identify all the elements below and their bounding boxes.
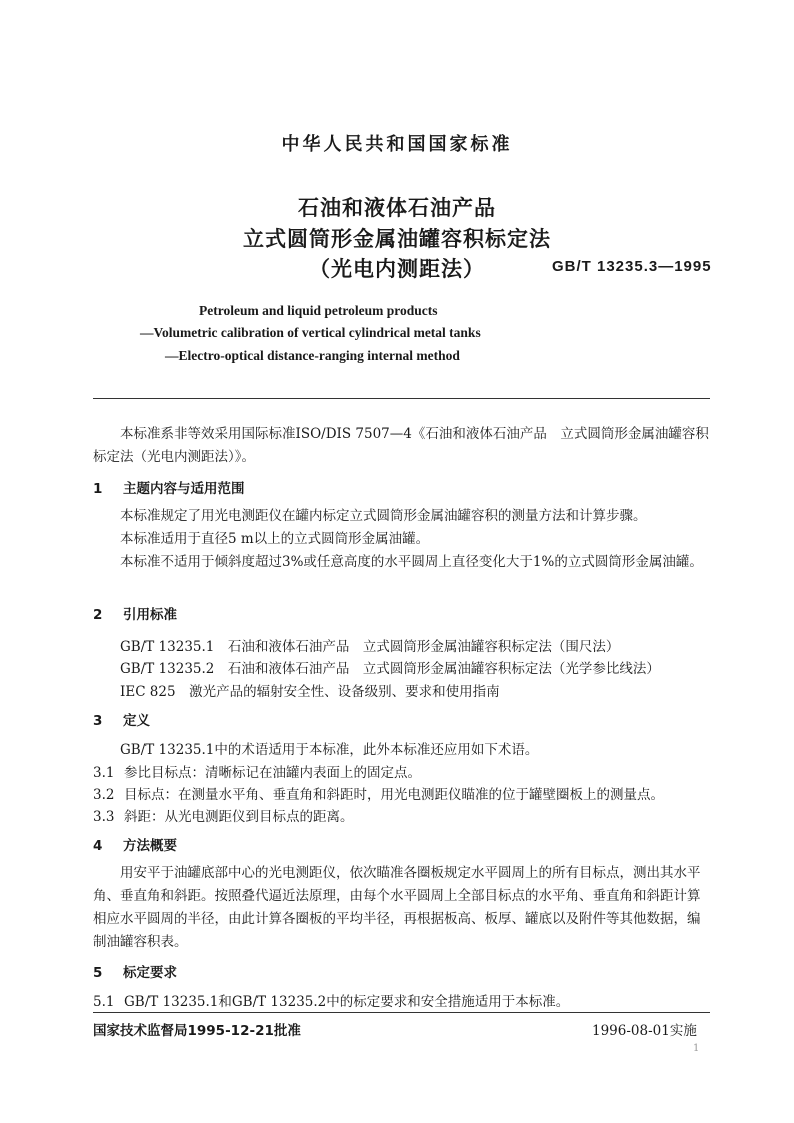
item-text: 斜距：从光电测距仪到目标点的距离。 [124, 809, 354, 825]
section-title: 引用标准 [123, 607, 177, 623]
section-number: 4 [93, 838, 103, 854]
implementation-date: 1996-08-01实施 [592, 1023, 697, 1039]
section-title: 方法概要 [123, 838, 177, 854]
section-title: 定义 [123, 713, 150, 729]
item-number: 5.1 [93, 994, 115, 1010]
intro-text: 本标准系非等效采用国际标准ISO/DIS 7507—4《石油和液体石油产品 立式圆筒形金属油罐容积标定法（光电内测距法）》。 [93, 426, 709, 465]
intro-paragraph [93, 423, 710, 469]
item-text: 目标点：在测量水平角、垂直角和斜距时，用光电测距仪瞄准的位于罐壁圈板上的测量点。 [124, 787, 664, 803]
english-title-line-2: —Volumetric calibration of vertical cylindrical metal tanks [140, 325, 481, 340]
definition-item [93, 761, 421, 781]
section-3-heading [93, 709, 150, 729]
section-1-body [93, 505, 710, 574]
item-number: 3.1 [93, 765, 115, 781]
definition-intro: GB/T 13235.1中的术语适用于本标准，此外本标准还应用如下术语。 [120, 742, 539, 758]
paragraph: 用安平于油罐底部中心的光电测距仪，依次瞄准各圈板规定水平圆周上的所有目标点，测出其水平角、垂直角和斜距。按照叠代逼近法原理，由每个水平圆周上全部目标点的水平角、垂直角和斜距计算相应水平圆周的半径，由此计算各圈板的平均半径，再根据板高、板厚、罐底以及附件等其他数据，编制油罐容积表。 [93, 865, 701, 950]
section-2-heading [93, 603, 177, 623]
item-number: 3.3 [93, 809, 115, 825]
section-number: 2 [93, 607, 103, 623]
section-title: 标定要求 [123, 965, 177, 981]
section-number: 1 [93, 481, 103, 497]
english-title-line-3: —Electro-optical distance-ranging internal method [165, 348, 460, 363]
section-number: 5 [93, 965, 103, 981]
item-text: GB/T 13235.1和GB/T 13235.2中的标定要求和安全措施适用于本标准。 [124, 994, 570, 1010]
requirement-item [93, 990, 569, 1010]
footer-divider [93, 1012, 710, 1013]
paragraph: 本标准适用于直径5 m以上的立式圆筒形金属油罐。 [120, 531, 430, 547]
definition-item [93, 805, 354, 825]
title-line-2: 立式圆筒形金属油罐容积标定法 [243, 227, 551, 251]
page-number: 1 [693, 1043, 700, 1054]
national-standard-heading: 中华人民共和国国家标准 [281, 134, 513, 155]
section-4-body [93, 862, 710, 954]
item-text: 参比目标点：清晰标记在油罐内表面上的固定点。 [124, 765, 421, 781]
section-5-heading [93, 961, 177, 981]
reference-item: GB/T 13235.2 石油和液体石油产品 立式圆筒形金属油罐容积标定法（光学参比线法） [120, 661, 660, 677]
section-4-heading [93, 834, 177, 854]
approval-date: 国家技术监督局1995-12-21批准 [93, 1023, 301, 1039]
section-title: 主题内容与适用范围 [123, 481, 245, 497]
definition-item [93, 783, 664, 803]
section-number: 3 [93, 713, 103, 729]
english-title-line-1: Petroleum and liquid petroleum products [199, 303, 438, 318]
reference-item: GB/T 13235.1 石油和液体石油产品 立式圆筒形金属油罐容积标定法（围尺法） [120, 639, 620, 655]
paragraph: 本标准不适用于倾斜度超过3%或任意高度的水平圆周上直径变化大于1%的立式圆筒形金属油罐。 [120, 554, 703, 570]
title-line-1: 石油和液体石油产品 [298, 196, 496, 220]
header-divider [93, 398, 710, 399]
reference-item: IEC 825 激光产品的辐射安全性、设备级别、要求和使用指南 [120, 684, 500, 700]
item-number: 3.2 [93, 787, 115, 803]
standard-code: GB/T 13235.3—1995 [552, 258, 712, 275]
paragraph: 本标准规定了用光电测距仪在罐内标定立式圆筒形金属油罐容积的测量方法和计算步骤。 [120, 508, 647, 524]
title-line-3: （光电内测距法） [309, 257, 485, 281]
section-1-heading [93, 477, 245, 497]
